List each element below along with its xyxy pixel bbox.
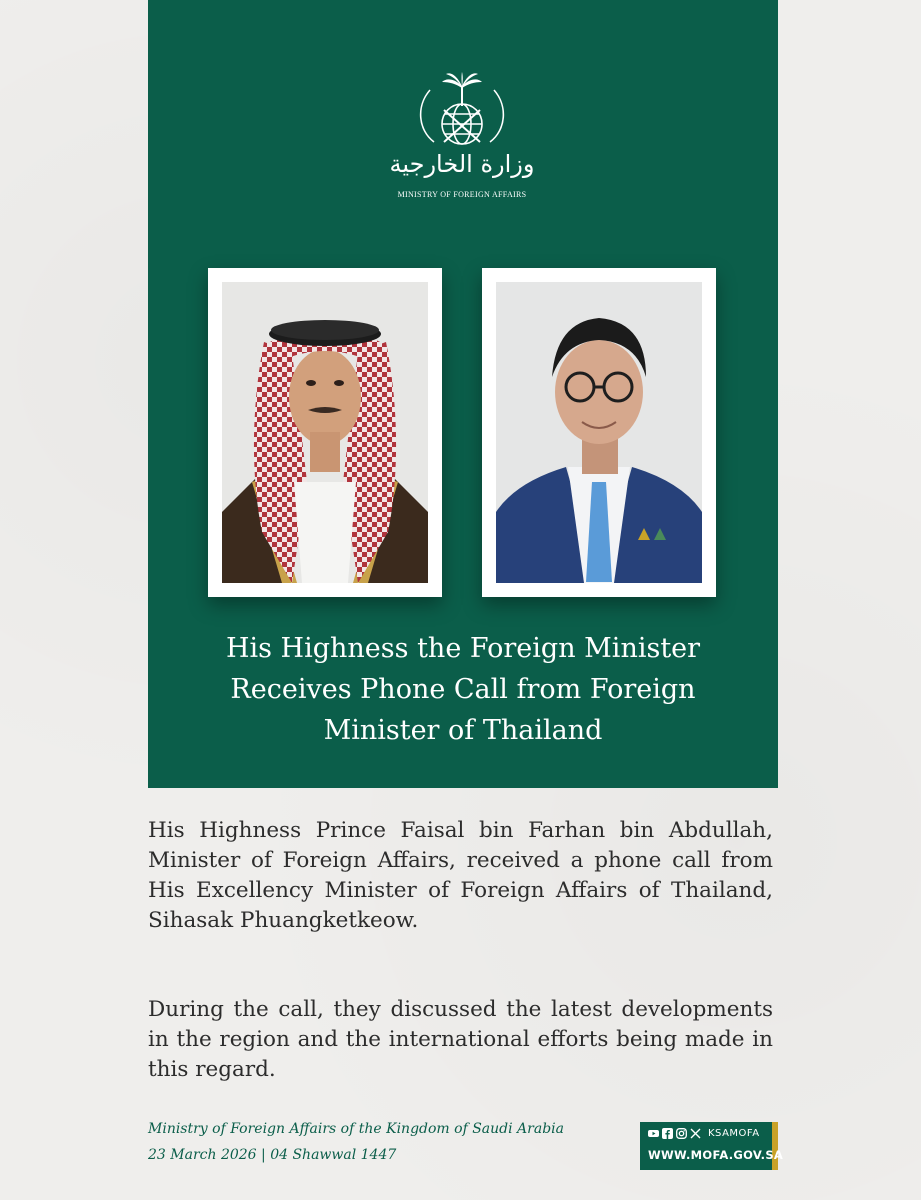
emblem-palm-swords-icon <box>382 72 542 152</box>
ministry-logo <box>382 72 542 212</box>
instagram-icon[interactable] <box>676 1128 687 1139</box>
header-panel <box>148 0 778 788</box>
headline <box>148 628 778 751</box>
x-icon[interactable] <box>690 1128 701 1139</box>
portrait-saudi-minister <box>208 268 442 597</box>
headline-line: Minister of Thailand <box>323 715 603 746</box>
facebook-icon[interactable] <box>662 1128 673 1139</box>
portrait-thai-minister <box>482 268 716 597</box>
social-handle[interactable]: KSAMOFA <box>708 1128 760 1139</box>
youtube-icon[interactable] <box>648 1128 659 1139</box>
headline-line: Receives Phone Call from Foreign <box>230 674 696 705</box>
body-paragraph-1: His Highness Prince Faisal bin Farhan bin Abdullah, Minister of Foreign Affairs, received a phone call from His Excellency Minister of Foreign Affairs of Thailand, Sihasak Phuangketkeow. <box>148 818 773 933</box>
headline-line: His Highness the Foreign Minister <box>225 633 701 664</box>
portrait-thai-minister-image <box>496 282 702 583</box>
social-icons <box>648 1128 701 1139</box>
social-badge <box>640 1122 784 1170</box>
logo-arabic-wordmark: وزارة الخارجية <box>389 150 535 178</box>
portrait-saudi-minister-image <box>222 282 428 583</box>
website-link[interactable]: WWW.MOFA.GOV.SA <box>648 1148 784 1162</box>
body-paragraph-2: During the call, they discussed the latest developments in the region and the international efforts being made in this regard. <box>148 997 773 1082</box>
footer-organization: Ministry of Foreign Affairs of the Kingdom of Saudi Arabia <box>148 1121 564 1137</box>
logo-english-wordmark: MINISTRY OF FOREIGN AFFAIRS <box>397 190 527 199</box>
footer-date: 23 March 2026 | 04 Shawwal 1447 <box>148 1147 397 1163</box>
